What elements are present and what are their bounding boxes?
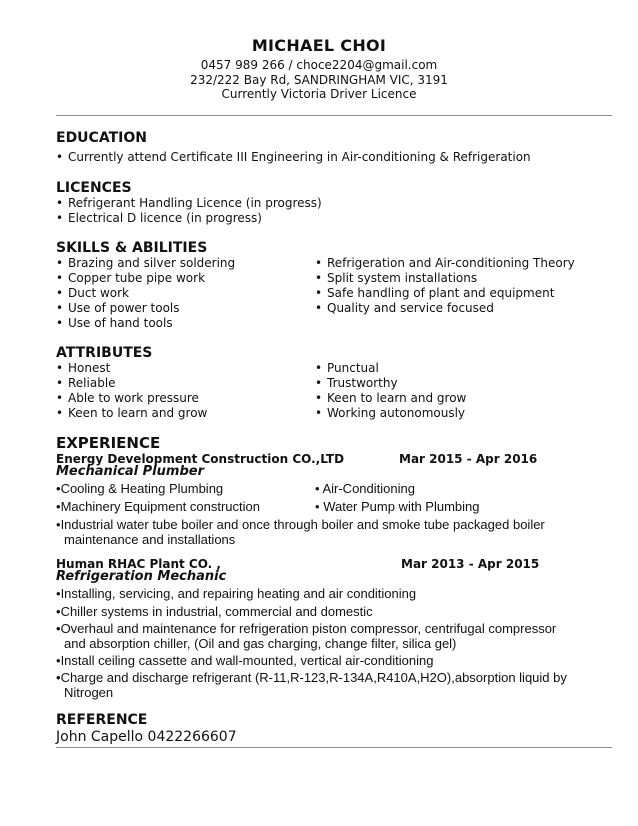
reference-heading: REFERENCE — [56, 712, 148, 728]
licence-item: • Electrical D licence (in progress) — [56, 211, 262, 225]
education-item: • Currently attend Certificate III Engineering in Air-conditioning & Refrigeration — [56, 150, 531, 164]
attribute-item: • Honest — [56, 361, 111, 375]
job-duty: • Water Pump with Plumbing — [315, 499, 480, 514]
job-duty: •Industrial water tube boiler and once through boiler and smoke tube packaged boiler — [56, 517, 545, 532]
skill-item: • Split system installations — [315, 271, 478, 285]
candidate-name: MICHAEL CHOI — [251, 36, 387, 55]
address-line: 232/222 Bay Rd, SANDRINGHAM VIC, 3191 — [190, 73, 448, 87]
contact-line: 0457 989 266 / choce2204@gmail.com — [200, 58, 438, 72]
skill-item: • Brazing and silver soldering — [56, 256, 236, 270]
skills-heading: SKILLS & ABILITIES — [56, 240, 208, 256]
job-duty: •Install ceiling cassette and wall-mounted, vertical air-conditioning — [56, 653, 434, 668]
attribute-item: • Punctual — [315, 361, 379, 375]
job-duty: • Air-Conditioning — [315, 481, 415, 496]
attributes-heading: ATTRIBUTES — [56, 345, 153, 361]
job-duty: •Overhaul and maintenance for refrigeration piston compressor, centrifugal compressor — [56, 621, 557, 636]
job-company: Human RHAC Plant CO. , — [56, 557, 221, 571]
job-dates: Mar 2013 - Apr 2015 — [401, 557, 540, 571]
job-duty-continued: maintenance and installations — [64, 532, 236, 547]
skill-item: • Quality and service focused — [315, 301, 494, 315]
skill-item: • Refrigeration and Air-conditioning Theory — [315, 256, 575, 270]
job-duty: •Machinery Equipment construction — [56, 499, 260, 514]
skill-item: • Copper tube pipe work — [56, 271, 206, 285]
job-duty: •Cooling & Heating Plumbing — [56, 481, 224, 496]
attribute-item: • Reliable — [56, 376, 116, 390]
job-role: Mechanical Plumber — [56, 464, 204, 479]
reference-contact: John Capello 0422266607 — [56, 729, 237, 745]
job-role: Refrigeration Mechanic — [56, 569, 227, 584]
education-heading: EDUCATION — [56, 130, 147, 146]
skill-item: • Safe handling of plant and equipment — [315, 286, 555, 300]
skill-item: • Duct work — [56, 286, 130, 300]
licences-heading: LICENCES — [56, 180, 132, 196]
attribute-item: • Keen to learn and grow — [56, 406, 208, 420]
job-duty-continued: and absorption chiller, (Oil and gas charging, change filter, silica gel) — [64, 636, 457, 651]
footer-divider — [56, 747, 612, 748]
job-duty: •Installing, servicing, and repairing heating and air conditioning — [56, 586, 417, 601]
experience-heading: EXPERIENCE — [56, 434, 161, 452]
skill-item: • Use of hand tools — [56, 316, 173, 330]
job-duty: •Chiller systems in industrial, commercial and domestic — [56, 604, 373, 619]
job-duty: •Charge and discharge refrigerant (R-11,R-123,R-134A,R410A,H2O),absorption liquid by — [56, 670, 567, 685]
licence-item: • Refrigerant Handling Licence (in progress) — [56, 196, 322, 210]
job-dates: Mar 2015 - Apr 2016 — [399, 452, 538, 466]
attribute-item: • Trustworthy — [315, 376, 398, 390]
header-divider — [56, 115, 612, 116]
attribute-item: • Keen to learn and grow — [315, 391, 467, 405]
driver-licence-line: Currently Victoria Driver Licence — [221, 87, 417, 101]
job-duty-continued: Nitrogen — [64, 685, 114, 700]
skill-item: • Use of power tools — [56, 301, 180, 315]
job-company: Energy Development Construction CO.,LTD — [56, 452, 345, 466]
attribute-item: • Working autonomously — [315, 406, 466, 420]
attribute-item: • Able to work pressure — [56, 391, 199, 405]
